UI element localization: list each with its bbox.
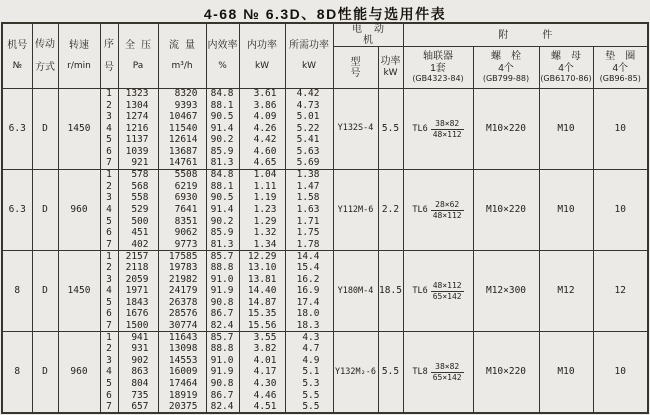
required-power-cell: 5.69 bbox=[285, 158, 333, 170]
seq-cell: 5 bbox=[100, 378, 118, 390]
flow-cell: 5508 bbox=[158, 170, 206, 182]
motor-power-cell: 5.5 bbox=[378, 89, 403, 170]
pressure-cell: 402 bbox=[118, 239, 158, 251]
header-nut-label: 螺母 bbox=[551, 51, 591, 63]
internal-power-cell: 13.81 bbox=[239, 274, 285, 286]
flow-cell: 10467 bbox=[158, 112, 206, 124]
data-row bbox=[2, 332, 648, 344]
pressure-cell: 1137 bbox=[118, 135, 158, 147]
flow-cell: 11643 bbox=[158, 332, 206, 344]
coupling-type: TL8 bbox=[412, 367, 428, 378]
efficiency-cell: 86.7 bbox=[206, 309, 239, 321]
internal-power-cell: 14.40 bbox=[239, 286, 285, 298]
motor-model-cell: Y180M-4 bbox=[333, 251, 378, 332]
internal-power-cell: 4.30 bbox=[239, 378, 285, 390]
pressure-cell: 578 bbox=[118, 170, 158, 182]
header-motor-power-label: 功率 bbox=[380, 56, 401, 68]
header-washer-label: 垫圈 bbox=[605, 51, 646, 63]
seq-cell: 3 bbox=[100, 193, 118, 205]
efficiency-cell: 91.9 bbox=[206, 367, 239, 379]
internal-power-cell: 1.19 bbox=[239, 193, 285, 205]
header-required-power bbox=[285, 23, 333, 89]
required-power-cell: 5.5 bbox=[285, 402, 333, 414]
pressure-cell: 902 bbox=[118, 355, 158, 367]
required-power-cell: 17.4 bbox=[285, 297, 333, 309]
motor-power-cell: 2.2 bbox=[378, 170, 403, 251]
efficiency-cell: 90.8 bbox=[206, 378, 239, 390]
header-motor-power-unit: kW bbox=[383, 68, 398, 79]
required-power-cell: 16.2 bbox=[285, 274, 333, 286]
flow-cell: 16009 bbox=[158, 367, 206, 379]
speed-cell: 1450 bbox=[58, 89, 100, 170]
pressure-cell: 735 bbox=[118, 390, 158, 402]
header-internal-power-unit: kW bbox=[254, 61, 270, 72]
nut-cell: M10 bbox=[539, 170, 593, 251]
header-machine-no-unit: № bbox=[12, 61, 22, 72]
flow-cell: 24179 bbox=[158, 286, 206, 298]
drive-cell: D bbox=[32, 332, 58, 413]
efficiency-cell: 91.0 bbox=[206, 355, 239, 367]
internal-power-cell: 1.04 bbox=[239, 170, 285, 182]
required-power-cell: 16.9 bbox=[285, 286, 333, 298]
required-power-cell: 5.41 bbox=[285, 135, 333, 147]
motor-power-cell: 18.5 bbox=[378, 251, 403, 332]
pressure-cell: 2118 bbox=[118, 262, 158, 274]
coupling-value bbox=[412, 281, 463, 303]
seq-cell: 1 bbox=[100, 251, 118, 263]
internal-power-cell: 4.46 bbox=[239, 390, 285, 402]
required-power-cell: 4.7 bbox=[285, 344, 333, 356]
required-power-cell: 1.71 bbox=[285, 216, 333, 228]
header-seq-label2: 号 bbox=[104, 61, 114, 73]
flow-cell: 26378 bbox=[158, 297, 206, 309]
required-power-cell: 1.58 bbox=[285, 193, 333, 205]
required-power-cell: 1.78 bbox=[285, 239, 333, 251]
internal-power-cell: 4.26 bbox=[239, 123, 285, 135]
seq-cell: 7 bbox=[100, 158, 118, 170]
flow-cell: 8351 bbox=[158, 216, 206, 228]
data-row bbox=[2, 251, 648, 263]
header-internal-power bbox=[239, 23, 285, 89]
coupling-fraction-top: 38×82 bbox=[431, 119, 464, 130]
flow-cell: 9773 bbox=[158, 239, 206, 251]
header-machine-no bbox=[2, 23, 32, 89]
machine-no-cell: 6.3 bbox=[2, 170, 32, 251]
pressure-cell: 657 bbox=[118, 402, 158, 414]
pressure-cell: 1971 bbox=[118, 286, 158, 298]
pressure-cell: 1676 bbox=[118, 309, 158, 321]
efficiency-cell: 85.7 bbox=[206, 251, 239, 263]
header-drive bbox=[32, 23, 58, 89]
speed-cell: 960 bbox=[58, 170, 100, 251]
coupling-fraction-bottom: 48×112 bbox=[432, 211, 462, 221]
page-title: 4-68 № 6.3D、8D性能与选用件表 bbox=[203, 6, 447, 22]
header-required-power-unit: kW bbox=[301, 61, 317, 72]
flow-cell: 6219 bbox=[158, 181, 206, 193]
speed-cell: 960 bbox=[58, 332, 100, 413]
seq-cell: 5 bbox=[100, 297, 118, 309]
efficiency-cell: 91.9 bbox=[206, 286, 239, 298]
required-power-cell: 5.5 bbox=[285, 390, 333, 402]
coupling-type: TL6 bbox=[412, 286, 428, 297]
nut-cell: M10 bbox=[539, 89, 593, 170]
efficiency-cell: 91.4 bbox=[206, 204, 239, 216]
bolt-cell: M10×220 bbox=[473, 170, 539, 251]
required-power-cell: 1.75 bbox=[285, 228, 333, 240]
coupling-fraction bbox=[431, 200, 464, 222]
efficiency-cell: 82.4 bbox=[206, 320, 239, 332]
efficiency-cell: 90.2 bbox=[206, 216, 239, 228]
pressure-cell: 529 bbox=[118, 204, 158, 216]
required-power-cell: 5.1 bbox=[285, 367, 333, 379]
internal-power-cell: 4.60 bbox=[239, 146, 285, 158]
bolt-cell: M12×300 bbox=[473, 251, 539, 332]
header-nut-qty: 4个 bbox=[558, 63, 574, 75]
motor-model-cell: Y112M-6 bbox=[333, 170, 378, 251]
header-pressure-unit: Pa bbox=[132, 61, 144, 72]
coupling-value bbox=[412, 362, 463, 384]
pressure-cell: 500 bbox=[118, 216, 158, 228]
pressure-cell: 558 bbox=[118, 193, 158, 205]
seq-cell: 7 bbox=[100, 320, 118, 332]
coupling-cell bbox=[403, 251, 473, 332]
header-bolt-qty: 4个 bbox=[498, 63, 514, 75]
flow-cell: 21982 bbox=[158, 274, 206, 286]
washer-cell: 10 bbox=[593, 332, 648, 413]
header-nut-standard: (GB6170-86) bbox=[540, 74, 592, 84]
drive-cell: D bbox=[32, 170, 58, 251]
seq-cell: 7 bbox=[100, 402, 118, 414]
efficiency-cell: 81.3 bbox=[206, 239, 239, 251]
flow-cell: 17585 bbox=[158, 251, 206, 263]
header-efficiency-label: 内效率 bbox=[207, 39, 238, 51]
machine-no-cell: 8 bbox=[2, 332, 32, 413]
bolt-cell: M10×220 bbox=[473, 89, 539, 170]
flow-cell: 17464 bbox=[158, 378, 206, 390]
flow-cell: 13687 bbox=[158, 146, 206, 158]
efficiency-cell: 90.5 bbox=[206, 193, 239, 205]
header-bolt bbox=[473, 47, 539, 89]
header-efficiency-unit: % bbox=[218, 61, 227, 72]
flow-cell: 20375 bbox=[158, 402, 206, 414]
pressure-cell: 1039 bbox=[118, 146, 158, 158]
internal-power-cell: 3.82 bbox=[239, 344, 285, 356]
internal-power-cell: 1.29 bbox=[239, 216, 285, 228]
pressure-cell: 1216 bbox=[118, 123, 158, 135]
coupling-fraction-top: 38×82 bbox=[431, 362, 464, 373]
header-flow bbox=[158, 23, 206, 89]
pressure-cell: 921 bbox=[118, 158, 158, 170]
seq-cell: 4 bbox=[100, 367, 118, 379]
internal-power-cell: 1.32 bbox=[239, 228, 285, 240]
efficiency-cell: 84.8 bbox=[206, 89, 239, 101]
machine-no-cell: 6.3 bbox=[2, 89, 32, 170]
internal-power-cell: 15.56 bbox=[239, 320, 285, 332]
header-flow-label: 流量 bbox=[169, 39, 201, 51]
flow-cell: 9393 bbox=[158, 100, 206, 112]
flow-cell: 11540 bbox=[158, 123, 206, 135]
internal-power-cell: 4.51 bbox=[239, 402, 285, 414]
header-row-groups bbox=[2, 23, 648, 47]
seq-cell: 6 bbox=[100, 309, 118, 321]
flow-cell: 19783 bbox=[158, 262, 206, 274]
nut-cell: M12 bbox=[539, 251, 593, 332]
efficiency-cell: 90.8 bbox=[206, 297, 239, 309]
internal-power-cell: 1.34 bbox=[239, 239, 285, 251]
header-pressure bbox=[118, 23, 158, 89]
seq-cell: 1 bbox=[100, 332, 118, 344]
required-power-cell: 1.47 bbox=[285, 181, 333, 193]
header-washer bbox=[593, 47, 648, 89]
internal-power-cell: 13.10 bbox=[239, 262, 285, 274]
pressure-cell: 568 bbox=[118, 181, 158, 193]
seq-cell: 1 bbox=[100, 89, 118, 101]
flow-cell: 13098 bbox=[158, 344, 206, 356]
header-speed bbox=[58, 23, 100, 89]
nut-cell: M10 bbox=[539, 332, 593, 413]
coupling-value bbox=[412, 119, 463, 141]
header-accessories-group: 附件 bbox=[403, 23, 648, 47]
efficiency-cell: 86.7 bbox=[206, 390, 239, 402]
header-drive-label: 传动 bbox=[35, 39, 55, 51]
internal-power-cell: 12.29 bbox=[239, 251, 285, 263]
coupling-fraction-bottom: 65×142 bbox=[432, 292, 462, 302]
required-power-cell: 18.0 bbox=[285, 309, 333, 321]
pressure-cell: 1843 bbox=[118, 297, 158, 309]
header-washer-standard: (GB96-85) bbox=[599, 74, 641, 84]
internal-power-cell: 14.87 bbox=[239, 297, 285, 309]
required-power-cell: 4.3 bbox=[285, 332, 333, 344]
motor-model-cell: Y132S-4 bbox=[333, 89, 378, 170]
efficiency-cell: 81.3 bbox=[206, 158, 239, 170]
washer-cell: 10 bbox=[593, 170, 648, 251]
header-coupling-label: 轴联器 bbox=[423, 51, 453, 63]
header-efficiency bbox=[206, 23, 239, 89]
performance-table bbox=[1, 22, 649, 414]
pressure-cell: 941 bbox=[118, 332, 158, 344]
seq-cell: 2 bbox=[100, 344, 118, 356]
coupling-fraction bbox=[431, 281, 464, 303]
table-body bbox=[2, 89, 648, 414]
header-internal-power-label: 内功率 bbox=[247, 39, 277, 51]
flow-cell: 30774 bbox=[158, 320, 206, 332]
efficiency-cell: 90.5 bbox=[206, 112, 239, 124]
efficiency-cell: 85.9 bbox=[206, 146, 239, 158]
seq-cell: 4 bbox=[100, 123, 118, 135]
required-power-cell: 15.4 bbox=[285, 262, 333, 274]
required-power-cell: 5.63 bbox=[285, 146, 333, 158]
header-speed-label: 转速 bbox=[69, 39, 89, 51]
header-coupling bbox=[403, 47, 473, 89]
flow-cell: 12614 bbox=[158, 135, 206, 147]
internal-power-cell: 4.01 bbox=[239, 355, 285, 367]
coupling-fraction-bottom: 48×112 bbox=[432, 129, 462, 139]
coupling-cell bbox=[403, 89, 473, 170]
flow-cell: 8320 bbox=[158, 89, 206, 101]
header-bolt-standard: (GB799-88) bbox=[482, 74, 530, 84]
coupling-cell bbox=[403, 170, 473, 251]
header-coupling-qty: 1套 bbox=[430, 63, 446, 75]
efficiency-cell: 91.4 bbox=[206, 123, 239, 135]
efficiency-cell: 91.0 bbox=[206, 274, 239, 286]
required-power-cell: 5.01 bbox=[285, 112, 333, 124]
flow-cell: 18919 bbox=[158, 390, 206, 402]
pressure-cell: 451 bbox=[118, 228, 158, 240]
header-motor-model: 型号 bbox=[333, 47, 378, 89]
washer-cell: 10 bbox=[593, 89, 648, 170]
speed-cell: 1450 bbox=[58, 251, 100, 332]
coupling-fraction-bottom: 65×142 bbox=[432, 373, 462, 383]
pressure-cell: 931 bbox=[118, 344, 158, 356]
bolt-cell: M10×220 bbox=[473, 332, 539, 413]
flow-cell: 14761 bbox=[158, 158, 206, 170]
pressure-cell: 1500 bbox=[118, 320, 158, 332]
seq-cell: 2 bbox=[100, 262, 118, 274]
efficiency-cell: 88.1 bbox=[206, 181, 239, 193]
internal-power-cell: 4.42 bbox=[239, 135, 285, 147]
required-power-cell: 14.4 bbox=[285, 251, 333, 263]
motor-power-cell: 5.5 bbox=[378, 332, 403, 413]
internal-power-cell: 4.09 bbox=[239, 112, 285, 124]
seq-cell: 4 bbox=[100, 286, 118, 298]
seq-cell: 1 bbox=[100, 170, 118, 182]
header-motor-power bbox=[378, 47, 403, 89]
coupling-fraction bbox=[431, 119, 464, 141]
coupling-fraction-top: 48×112 bbox=[431, 281, 464, 292]
header-coupling-standard: (GB4323-84) bbox=[412, 74, 464, 84]
internal-power-cell: 1.11 bbox=[239, 181, 285, 193]
seq-cell: 5 bbox=[100, 135, 118, 147]
internal-power-cell: 1.23 bbox=[239, 204, 285, 216]
efficiency-cell: 88.8 bbox=[206, 262, 239, 274]
pressure-cell: 2059 bbox=[118, 274, 158, 286]
required-power-cell: 18.3 bbox=[285, 320, 333, 332]
header-pressure-label: 全压 bbox=[125, 39, 157, 51]
seq-cell: 6 bbox=[100, 146, 118, 158]
header-washer-qty: 4个 bbox=[612, 63, 629, 75]
header-nut bbox=[539, 47, 593, 89]
header-seq-label1: 序 bbox=[104, 39, 114, 51]
seq-cell: 5 bbox=[100, 216, 118, 228]
seq-cell: 2 bbox=[100, 100, 118, 112]
efficiency-cell: 85.9 bbox=[206, 228, 239, 240]
pressure-cell: 1323 bbox=[118, 89, 158, 101]
seq-cell: 3 bbox=[100, 274, 118, 286]
internal-power-cell: 3.86 bbox=[239, 100, 285, 112]
efficiency-cell: 82.4 bbox=[206, 402, 239, 414]
pressure-cell: 863 bbox=[118, 367, 158, 379]
seq-cell: 4 bbox=[100, 204, 118, 216]
flow-cell: 6930 bbox=[158, 193, 206, 205]
coupling-type: TL6 bbox=[412, 204, 428, 215]
internal-power-cell: 3.61 bbox=[239, 89, 285, 101]
pressure-cell: 2157 bbox=[118, 251, 158, 263]
coupling-value bbox=[412, 200, 463, 222]
flow-cell: 14553 bbox=[158, 355, 206, 367]
flow-cell: 9062 bbox=[158, 228, 206, 240]
required-power-cell: 4.73 bbox=[285, 100, 333, 112]
required-power-cell: 5.22 bbox=[285, 123, 333, 135]
efficiency-cell: 90.2 bbox=[206, 135, 239, 147]
header-flow-unit: m³/h bbox=[171, 61, 193, 72]
required-power-cell: 1.38 bbox=[285, 170, 333, 182]
pressure-cell: 1304 bbox=[118, 100, 158, 112]
header-required-power-label: 所需功率 bbox=[289, 39, 329, 51]
efficiency-cell: 85.7 bbox=[206, 332, 239, 344]
required-power-cell: 1.63 bbox=[285, 204, 333, 216]
coupling-type: TL6 bbox=[412, 123, 428, 134]
internal-power-cell: 4.65 bbox=[239, 158, 285, 170]
coupling-fraction-top: 28×62 bbox=[431, 200, 464, 211]
internal-power-cell: 4.17 bbox=[239, 367, 285, 379]
seq-cell: 3 bbox=[100, 112, 118, 124]
seq-cell: 6 bbox=[100, 228, 118, 240]
required-power-cell: 4.9 bbox=[285, 355, 333, 367]
washer-cell: 12 bbox=[593, 251, 648, 332]
efficiency-cell: 88.1 bbox=[206, 100, 239, 112]
internal-power-cell: 15.35 bbox=[239, 309, 285, 321]
data-row bbox=[2, 89, 648, 101]
efficiency-cell: 88.8 bbox=[206, 344, 239, 356]
seq-cell: 3 bbox=[100, 355, 118, 367]
data-row bbox=[2, 170, 648, 182]
internal-power-cell: 3.55 bbox=[239, 332, 285, 344]
header-speed-unit: r/min bbox=[67, 61, 91, 72]
efficiency-cell: 84.8 bbox=[206, 170, 239, 182]
drive-cell: D bbox=[32, 251, 58, 332]
coupling-fraction bbox=[431, 362, 464, 384]
flow-cell: 7641 bbox=[158, 204, 206, 216]
header-seq bbox=[100, 23, 118, 89]
flow-cell: 28576 bbox=[158, 309, 206, 321]
seq-cell: 7 bbox=[100, 239, 118, 251]
pressure-cell: 804 bbox=[118, 378, 158, 390]
header-drive-label2: 方式 bbox=[35, 61, 55, 73]
header-motor-group: 电动机 bbox=[333, 23, 403, 47]
header-bolt-label: 螺栓 bbox=[491, 51, 531, 63]
required-power-cell: 5.3 bbox=[285, 378, 333, 390]
motor-model-cell: Y132M₂-6 bbox=[333, 332, 378, 413]
header-machine-no-label: 机号 bbox=[7, 39, 28, 51]
pressure-cell: 1274 bbox=[118, 112, 158, 124]
seq-cell: 6 bbox=[100, 390, 118, 402]
drive-cell: D bbox=[32, 89, 58, 170]
machine-no-cell: 8 bbox=[2, 251, 32, 332]
seq-cell: 2 bbox=[100, 181, 118, 193]
coupling-cell bbox=[403, 332, 473, 413]
required-power-cell: 4.42 bbox=[285, 89, 333, 101]
